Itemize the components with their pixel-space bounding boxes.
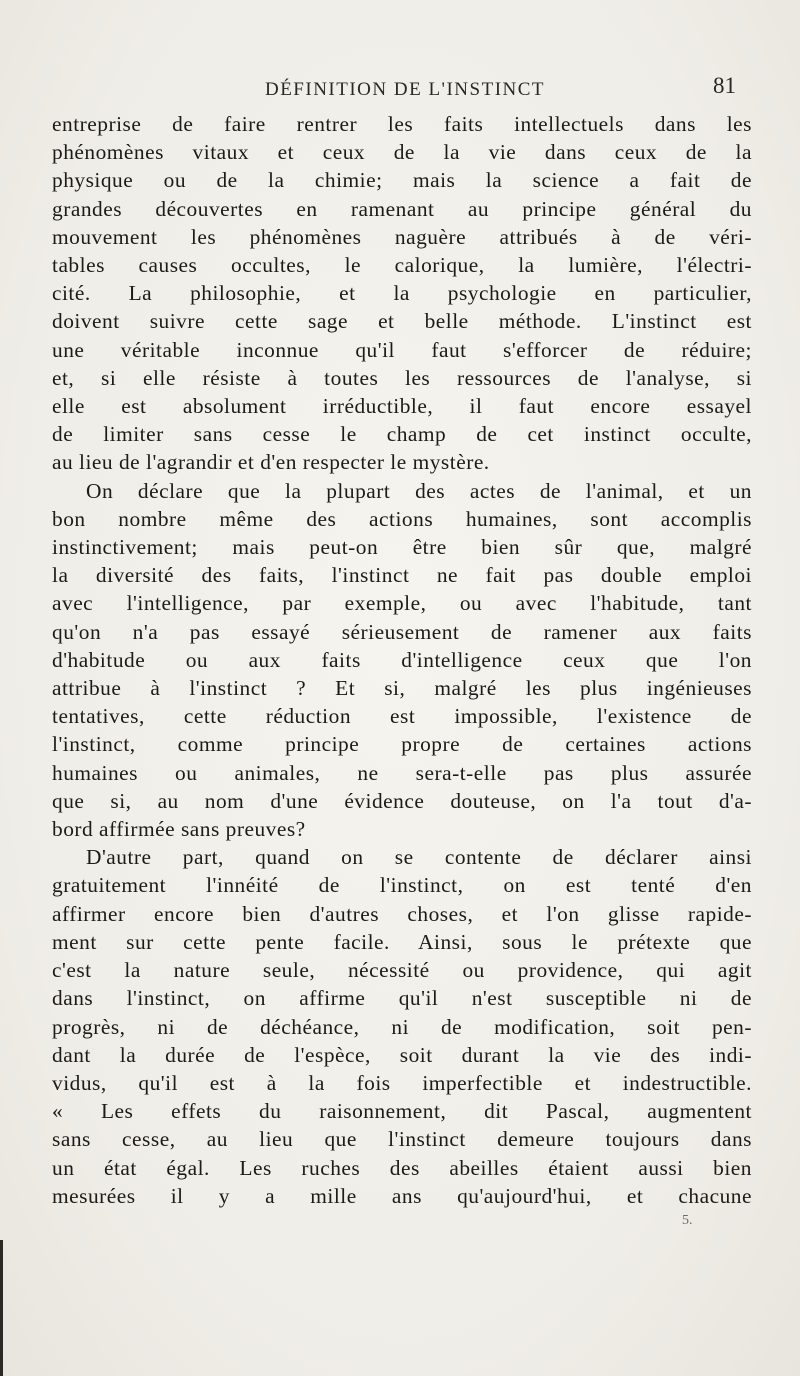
- body-text: [52, 110, 752, 1210]
- text-line: qu'on n'a pas essayé sérieusement de ramener aux faits: [52, 619, 752, 644]
- text-line: et, si elle résiste à toutes les ressources de l'analyse, si: [52, 365, 752, 390]
- text-line: cité. La philosophie, et la psychologie en particulier,: [52, 281, 752, 306]
- running-title: DÉFINITION DE L'INSTINCT: [264, 79, 546, 100]
- text-line: mouvement les phénomènes naguère attribués à de véri-: [52, 224, 752, 249]
- text-line: doivent suivre cette sage et belle méthode. L'instinct est: [52, 309, 752, 334]
- text-line: au lieu de l'agrandir et d'en respecter le mystère.: [52, 450, 490, 475]
- page-edge-shadow: [0, 1240, 3, 1376]
- text-line: bon nombre même des actions humaines, sont accomplis: [52, 506, 752, 531]
- text-line: tables causes occultes, le calorique, la lumière, l'électri-: [52, 253, 752, 278]
- text-line: de limiter sans cesse le champ de cet instinct occulte,: [52, 422, 752, 447]
- text-line: On déclare que la plupart des actes de l'animal, et un: [86, 478, 752, 503]
- text-line: mesurées il y a mille ans qu'aujourd'hui, et chacune: [52, 1183, 752, 1208]
- text-line: progrès, ni de déchéance, ni de modification, soit pen-: [52, 1014, 752, 1039]
- text-line: D'autre part, quand on se contente de déclarer ainsi: [86, 845, 752, 870]
- text-line: affirmer encore bien d'autres choses, et l'on glisse rapide-: [52, 901, 752, 926]
- text-line: phénomènes vitaux et ceux de la vie dans ceux de la: [52, 140, 752, 165]
- text-line: une véritable inconnue qu'il faut s'efforcer de réduire;: [52, 337, 752, 362]
- text-line: sans cesse, au lieu que l'instinct demeure toujours dans: [52, 1127, 752, 1152]
- text-line: avec l'intelligence, par exemple, ou avec l'habitude, tant: [52, 591, 752, 616]
- text-line: physique ou de la chimie; mais la science a fait de: [52, 168, 752, 193]
- text-line: ment sur cette pente facile. Ainsi, sous le prétexte que: [52, 929, 752, 954]
- text-line: vidus, qu'il est à la fois imperfectible et indestructible.: [52, 1070, 752, 1095]
- text-line: tentatives, cette réduction est impossible, l'existence de: [52, 704, 752, 729]
- text-line: « Les effets du raisonnement, dit Pascal, augmentent: [52, 1099, 752, 1124]
- text-line: grandes découvertes en ramenant au principe général du: [52, 196, 752, 221]
- text-line: elle est absolument irréductible, il faut encore essayel: [52, 394, 752, 419]
- page-number: 81: [713, 73, 736, 98]
- text-line: l'instinct, comme principe propre de certaines actions: [52, 732, 752, 757]
- text-line: d'habitude ou aux faits d'intelligence ceux que l'on: [52, 647, 752, 672]
- text-line: gratuitement l'innéité de l'instinct, on est tenté d'en: [52, 873, 752, 898]
- text-line: dans l'instinct, on affirme qu'il n'est susceptible ni de: [52, 986, 752, 1011]
- signature-mark: 5.: [682, 1213, 693, 1228]
- text-line: attribue à l'instinct ? Et si, malgré les plus ingénieuses: [52, 676, 752, 701]
- text-line: la diversité des faits, l'instinct ne fait pas double emploi: [52, 563, 752, 588]
- text-line: un état égal. Les ruches des abeilles étaient aussi bien: [52, 1155, 752, 1180]
- text-line: c'est la nature seule, nécessité ou providence, qui agit: [52, 958, 752, 983]
- text-line: bord affirmée sans preuves?: [52, 817, 306, 842]
- text-line: instinctivement; mais peut-on être bien sûr que, malgré: [52, 535, 752, 560]
- text-line: humaines ou animales, ne sera-t-elle pas plus assurée: [52, 760, 752, 785]
- text-line: dant la durée de l'espèce, soit durant la vie des indi-: [52, 1042, 752, 1067]
- text-line: que si, au nom d'une évidence douteuse, on l'a tout d'a-: [52, 788, 752, 813]
- text-line: entreprise de faire rentrer les faits intellectuels dans les: [52, 112, 752, 136]
